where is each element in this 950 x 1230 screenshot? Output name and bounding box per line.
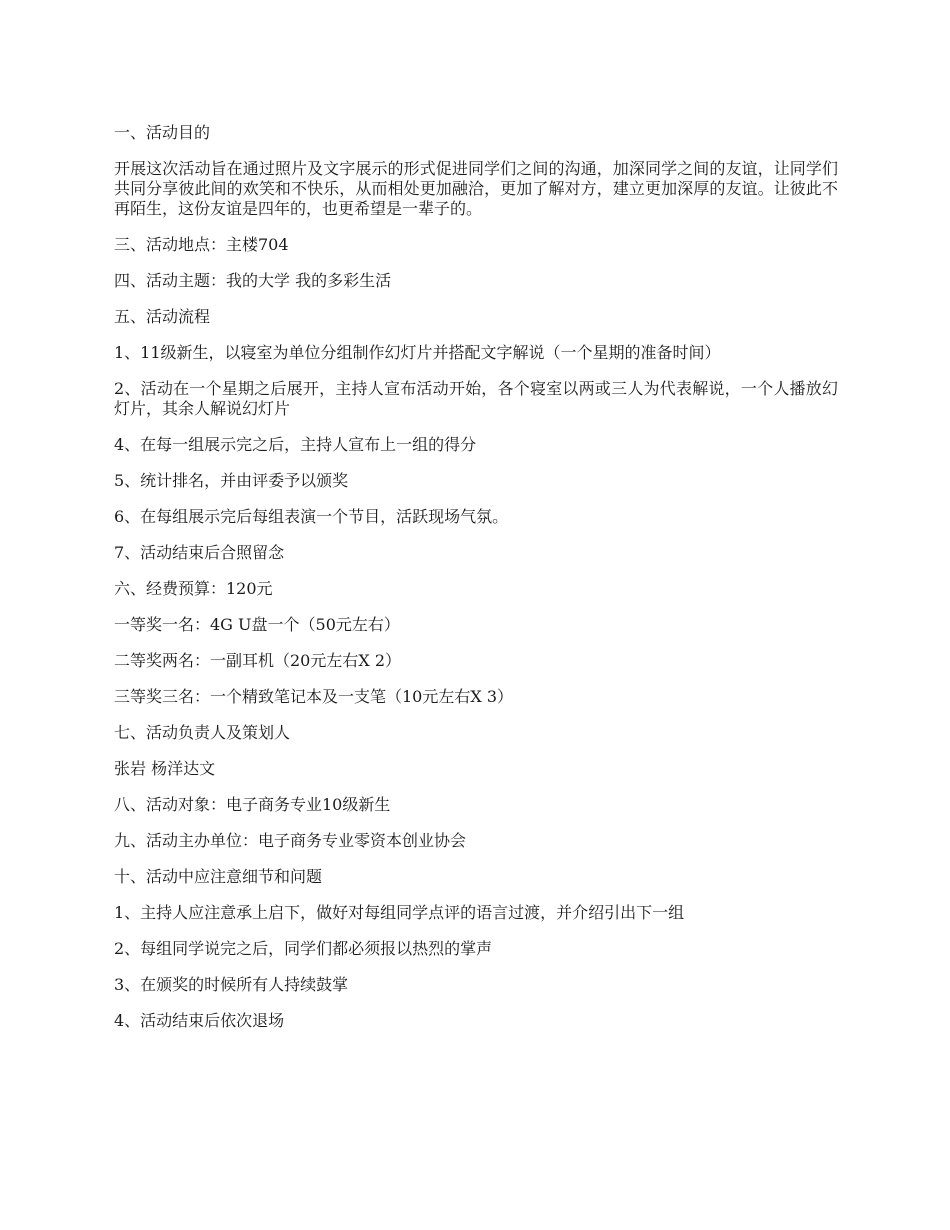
section-heading-purpose: 一、活动目的 [114, 123, 211, 142]
process-step-7: 7、活动结束后合照留念 [114, 543, 285, 562]
purpose-paragraph: 开展这次活动旨在通过照片及文字展示的形式促进同学们之间的沟通，加深同学之间的友谊，让同学们共同分享彼此间的欢笑和不快乐，从而相处更加融洽，更加了解对方，建立更加深厚的友谊。让彼此不再陌生，这份友谊是四年的，也更希望是一辈子的。 [114, 159, 838, 218]
process-step-5: 5、统计排名，并由评委予以颁奖 [114, 471, 349, 490]
budget-third-prize: 三等奖三名：一个精致笔记本及一支笔（10元左右X 3） [114, 687, 514, 706]
note-item-3: 3、在颁奖的时候所有人持续鼓掌 [114, 975, 349, 994]
section-heading-theme: 四、活动主题：我的大学 我的多彩生活 [114, 271, 392, 290]
note-item-4: 4、活动结束后依次退场 [114, 1011, 285, 1030]
document-body [114, 123, 838, 1047]
section-heading-notes: 十、活动中应注意细节和问题 [114, 867, 323, 886]
section-heading-audience: 八、活动对象：电子商务专业10级新生 [114, 795, 391, 814]
process-step-2: 2、活动在一个星期之后展开，主持人宣布活动开始，各个寝室以两或三人为代表解说，一个人播放幻灯片，其余人解说幻灯片 [114, 379, 838, 418]
process-step-6: 6、在每组展示完后每组表演一个节目，活跃现场气氛。 [114, 507, 509, 526]
section-heading-location: 三、活动地点：主楼704 [114, 235, 289, 254]
note-item-2: 2、每组同学说完之后，同学们都必须报以热烈的掌声 [114, 939, 493, 958]
section-heading-organizers: 七、活动负责人及策划人 [114, 723, 291, 742]
organizer-names: 张岩 杨洋达文 [114, 759, 216, 778]
section-heading-process: 五、活动流程 [114, 307, 211, 326]
note-item-1: 1、主持人应注意承上启下，做好对每组同学点评的语言过渡，并介绍引出下一组 [114, 903, 685, 922]
budget-second-prize: 二等奖两名：一副耳机（20元左右X 2） [114, 651, 402, 670]
budget-first-prize: 一等奖一名：4G U盘一个（50元左右） [114, 615, 400, 634]
section-heading-budget: 六、经费预算：120元 [114, 579, 273, 598]
section-heading-host: 九、活动主办单位：电子商务专业零资本创业协会 [114, 831, 467, 850]
process-step-1: 1、11级新生，以寝室为单位分组制作幻灯片并搭配文字解说（一个星期的准备时间） [114, 343, 721, 362]
process-step-4: 4、在每一组展示完之后，主持人宣布上一组的得分 [114, 435, 477, 454]
